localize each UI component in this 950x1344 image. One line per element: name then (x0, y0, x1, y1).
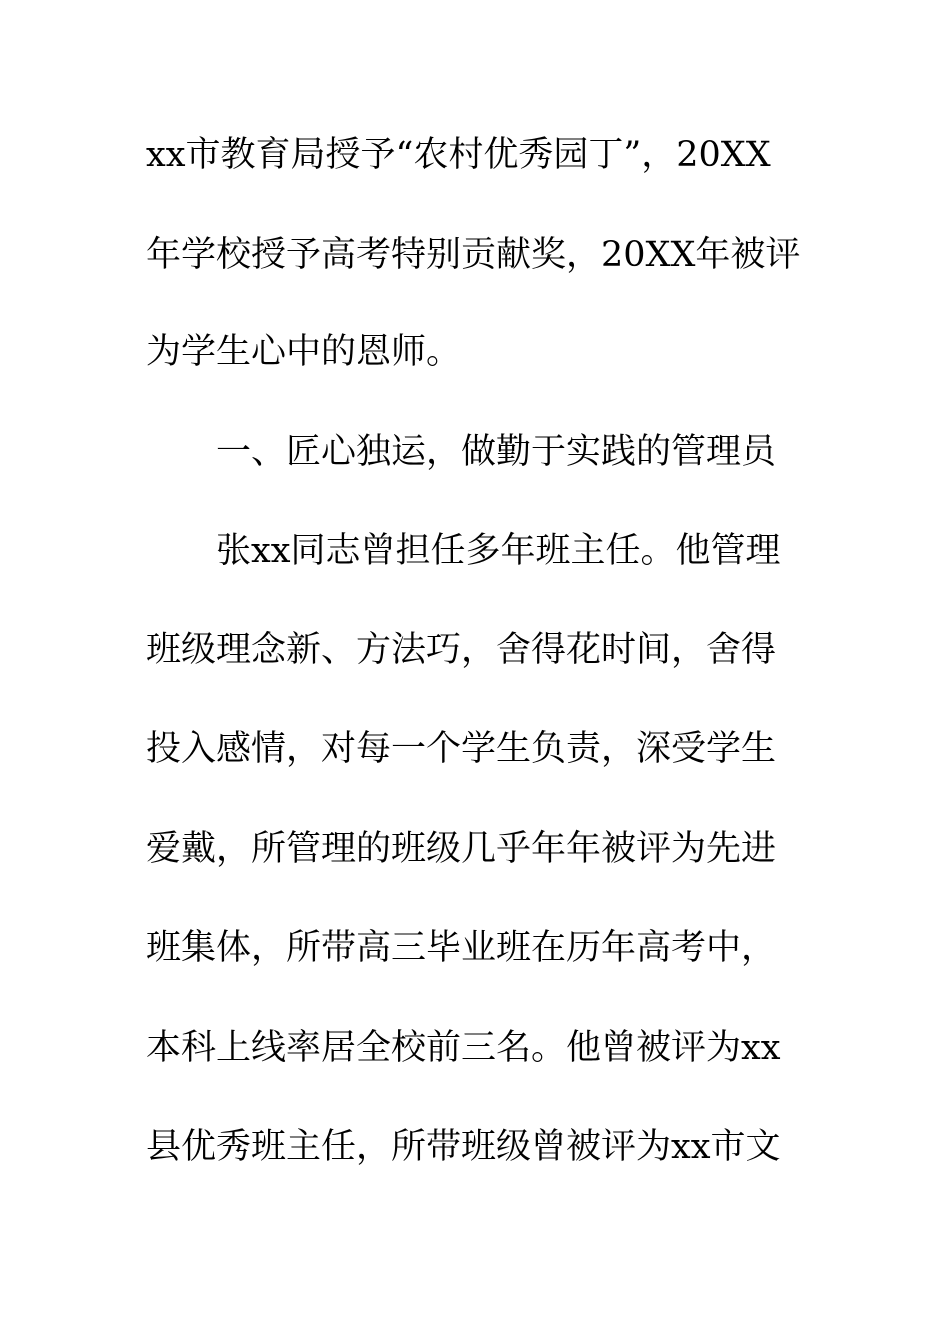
paragraph-line: xx市教育局授予“农村优秀园丁”，20XX (146, 135, 771, 175)
paragraph-line: 张xx同志曾担任多年班主任。他管理 (216, 531, 781, 571)
paragraph-line: 本科上线率居全校前三名。他曾被评为xx (146, 1028, 781, 1068)
paragraph-line: 投入感情，对每一个学生负责，深受学生 (146, 729, 777, 769)
paragraph-line: 县优秀班主任，所带班级曾被评为xx市文 (146, 1127, 781, 1167)
paragraph-line: 为学生心中的恩师。 (146, 332, 462, 372)
section-heading: 一、匠心独运，做勤于实践的管理员 (216, 432, 777, 472)
paragraph-line: 年学校授予高考特别贡献奖，20XX年被评 (146, 235, 801, 275)
paragraph-line: 爱戴，所管理的班级几乎年年被评为先进 (146, 829, 777, 869)
paragraph-line: 班级理念新、方法巧，舍得花时间，舍得 (146, 630, 777, 670)
paragraph-line: 班集体，所带高三毕业班在历年高考中， (146, 928, 777, 968)
